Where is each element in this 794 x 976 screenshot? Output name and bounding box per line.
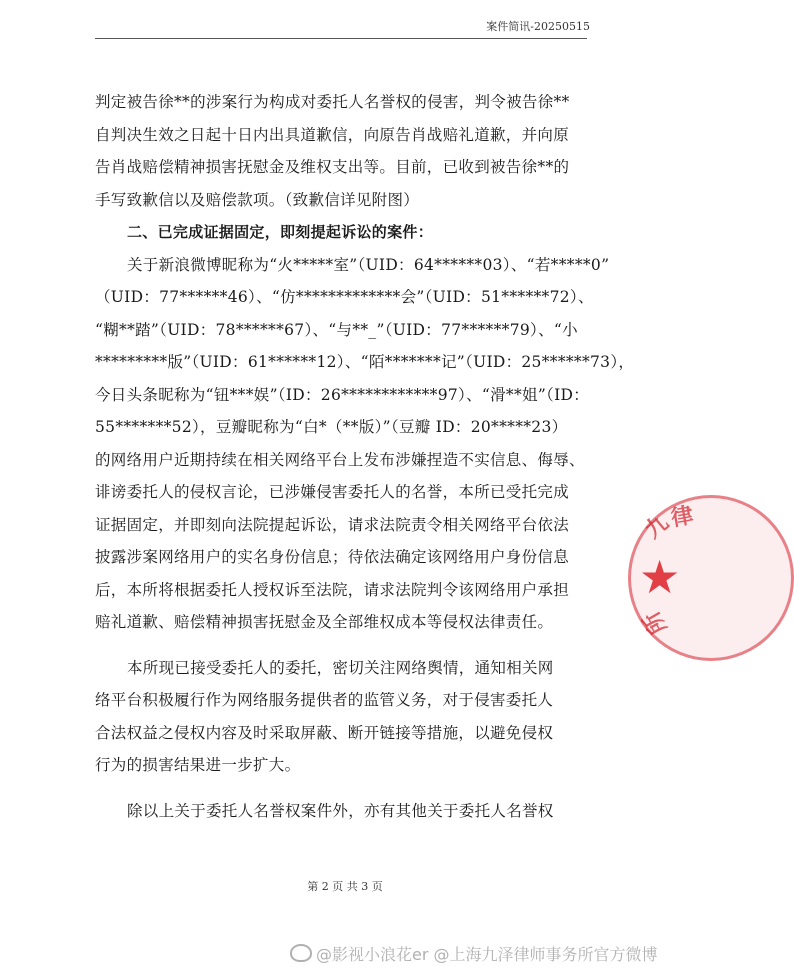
watermark-text: @影视小浪花er @上海九泽律师事务所官方微博 — [316, 945, 658, 964]
body-line: 手写致歉信以及赔偿款项。（致歉信详见附图） — [95, 190, 420, 209]
document-body — [95, 86, 635, 827]
body-line: 证据固定，并即刻向法院提起诉讼，请求法院责令相关网络平台依法 — [95, 515, 570, 534]
body-line: 自判决生效之日起十日内出具道歉信，向原告肖战赔礼道歉，并向原 — [95, 125, 570, 144]
seal-char: 九 — [640, 510, 674, 544]
body-line: 今日头条昵称为“钮***娱”（ID：26************97）、“滑**姐”（ID： — [95, 385, 590, 404]
weibo-watermark — [290, 942, 658, 965]
body-line: 络平台积极履行作为网络服务提供者的监管义务，对于侵害委托人 — [95, 691, 554, 709]
body-line: 行为的损害结果进一步扩大。 — [95, 756, 301, 774]
body-line: 关于新浪微博昵称为“火*****室”（UID：64******03）、“若*****0” — [127, 255, 610, 274]
header-divider — [95, 38, 587, 39]
body-line: 合法权益之侵权内容及时采取屏蔽、断开链接等措施，以避免侵权 — [95, 723, 554, 742]
body-line: *********版”（UID：61******12）、“陌*******记”（UID：25******73）， — [95, 353, 635, 371]
weibo-icon — [290, 944, 312, 962]
body-line: 55*******52），豆瓣昵称为“白*（**版）”（豆瓣 ID：20*****23） — [95, 418, 568, 436]
body-line: 赔礼道歉、赔偿精神损害抚慰金及全部维权成本等侵权法律责任。 — [95, 613, 554, 631]
body-line: 判定被告徐**的涉案行为构成对委托人名誉权的侵害，判令被告徐** — [95, 93, 570, 111]
body-line: 披露涉案网络用户的实名身份信息；待依法确定该网络用户身份信息 — [95, 548, 570, 566]
body-line: 本所现已接受委托人的委托，密切关注网络舆情，通知相关网 — [127, 658, 554, 677]
seal-char: 所 — [639, 606, 673, 639]
body-line: （UID：77******46）、“仿*************会”（UID：51******72）、 — [95, 288, 594, 306]
body-line: 诽谤委托人的侵权言论，已涉嫌侵害委托人的名誉，本所已受托完成 — [95, 483, 570, 501]
law-firm-seal — [628, 495, 794, 661]
body-line: 后，本所将根据委托人授权诉至法院，请求法院判令该网络用户承担 — [95, 580, 570, 599]
body-line: 告肖战赔偿精神损害抚慰金及维权支出等。目前，已收到被告徐**的 — [95, 158, 570, 176]
body-line: 除以上关于委托人名誉权案件外，亦有其他关于委托人名誉权 — [127, 801, 554, 820]
document-code: 案件简讯-20250515 — [486, 20, 590, 33]
star-icon: ★ — [639, 550, 681, 604]
section-heading: 二、已完成证据固定，即刻提起诉讼的案件： — [127, 223, 434, 241]
seal-char: 律 — [669, 503, 696, 532]
page-number: 第 2 页 共 3 页 — [307, 880, 383, 893]
body-line: 的网络用户近期持续在相关网络平台上发布涉嫌捏造不实信息、侮辱、 — [95, 450, 585, 469]
body-line: “糊**踏”（UID：78******67）、“与**_”（UID：77******79）、“小 — [95, 320, 578, 339]
